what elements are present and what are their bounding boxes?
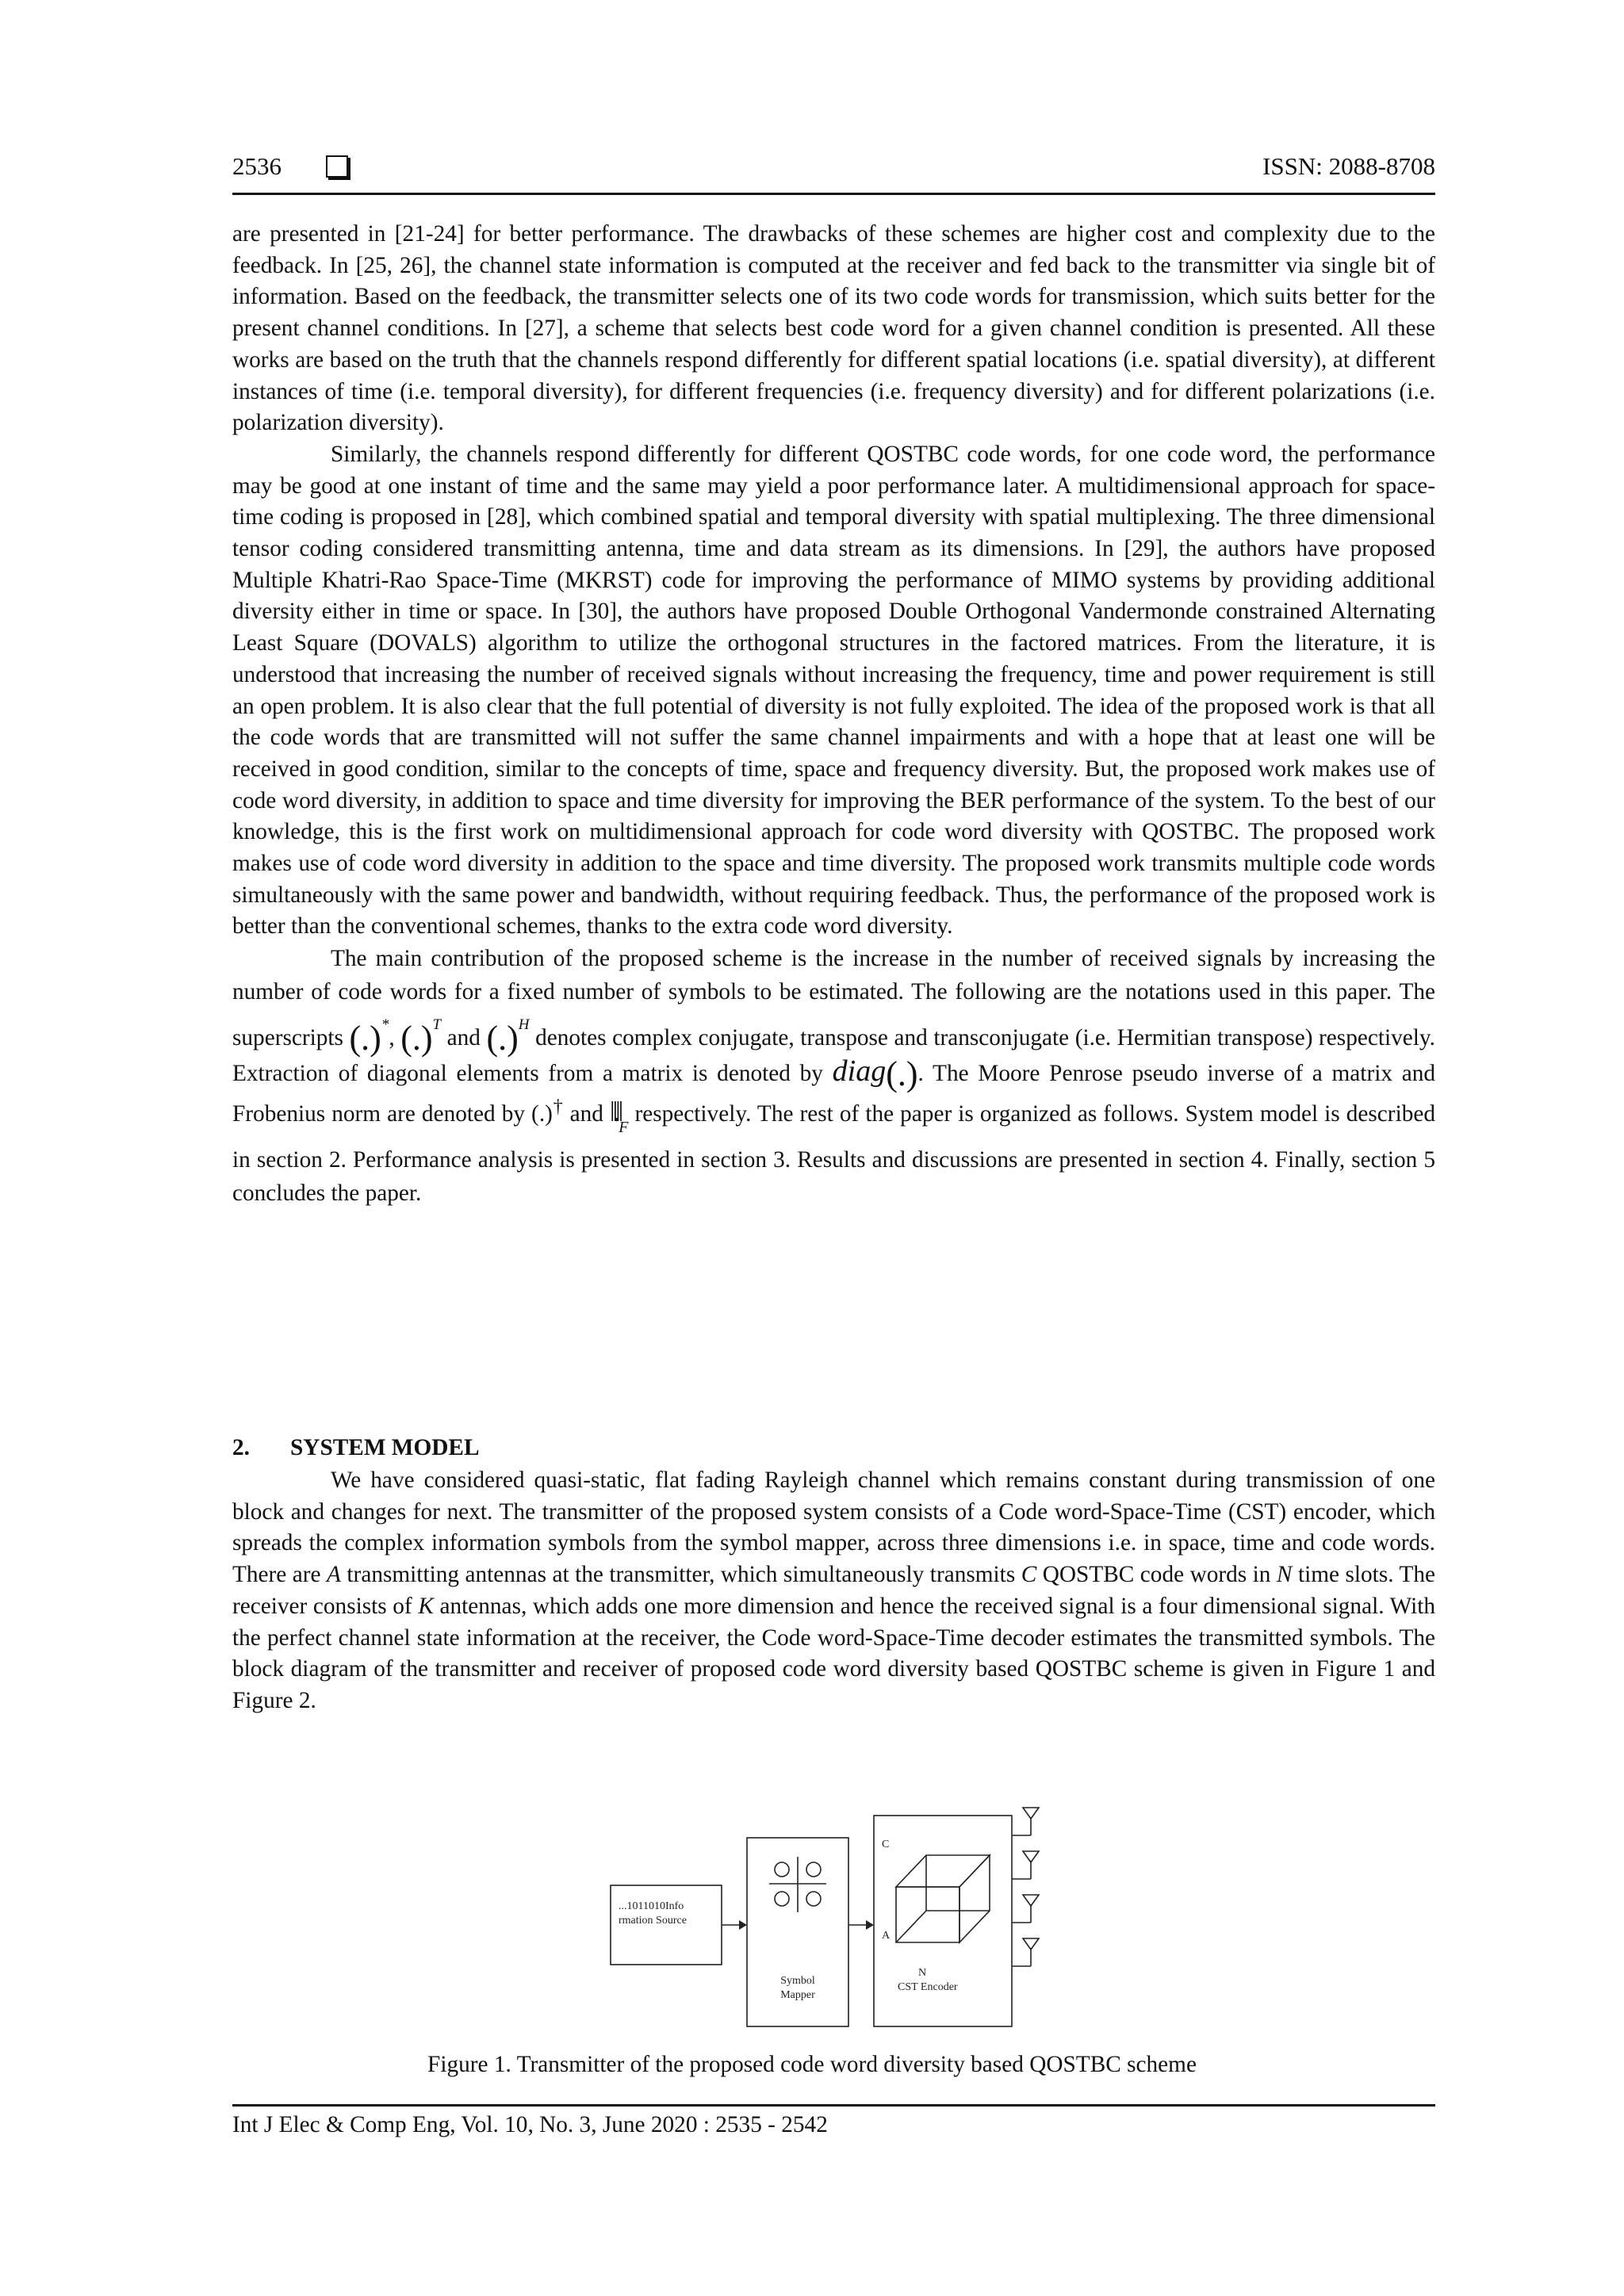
- paragraph-2: Similarly, the channels respond differently for different QOSTBC code words, for one code word, the performance may be good at one instant of time and the same may yield a poor performance later. A multidimensional approach for space-time coding is proposed in [28], which combined spatial and temporal diversity with spatial multiplexing. The three dimensional tensor coding considered transmitting antenna, time and data stream as its dimensions. In [29], the authors have proposed Multiple Khatri-Rao Space-Time (MKRST) code for improving the performance of MIMO systems by providing additional diversity either in time or space. In [30], the authors have proposed Double Orthogonal Vandermonde constrained Alternating Least Square (DOVALS) algorithm to utilize the orthogonal structures in the factored matrices. From the literature, it is understood that increasing the number of received signals without increasing the frequency, time and power requirement is still an open problem. It is also clear that the full potential of diversity is not fully exploited. The idea of the proposed work is that all the code words that are transmitted will not suffer the same channel impairments and with a hope that at least one will be received in good condition, similar to the concepts of time, space and frequency diversity. But, the proposed work makes use of code word diversity, in addition to space and time diversity for improving the BER performance of the system. To the best of our knowledge, this is the first work on multidimensional approach for code word diversity with QOSTBC. The proposed work makes use of code word diversity in addition to the space and time diversity. The proposed work transmits multiple code words simultaneously with the same power and bandwidth, without requiring feedback. Thus, the performance of the proposed work is better than the conventional schemes, thanks to the extra code word diversity.: [232, 441, 1435, 939]
- system-model-text: [232, 1465, 1435, 1717]
- issn: ISSN: 2088-8708: [1262, 152, 1435, 180]
- section-number: 2.: [232, 1435, 250, 1460]
- section-heading: [232, 1435, 479, 1461]
- figure-1-caption: Figure 1. Transmitter of the proposed code word diversity based QOSTBC scheme: [427, 2052, 1197, 2077]
- paragraph-system-model: We have considered quasi-static, flat fading Rayleigh channel which remains constant during transmission of one block and changes for next. The transmitter of the proposed system consists of a Code word-Space-Time (CST) encoder, which spreads the complex information symbols from the symbol mapper, across three dimensions i.e. in space, time and code words. There are A transmitting antennas at the transmitter, which simultaneously transmits C QOSTBC code words in N time slots. The receiver consists of K antennas, which adds one more dimension and hence the received signal is a four dimensional signal. With the perfect channel state information at the receiver, the Code word-Space-Time decoder estimates the transmitted symbols. The block diagram of the transmitter and receiver of proposed code word diversity based QOSTBC scheme is given in Figure 1 and Figure 2.: [232, 1468, 1436, 1713]
- antenna-icon: [1023, 1808, 1039, 1835]
- axis-label-c: C: [882, 1839, 890, 1850]
- contribution-text-4: respectively. The rest of the paper is organized as follows. System model is described in section 2. Performance analysis is presented in section 3. Results and discussions are presented in section 4. Finally, section 5 concludes the paper.: [232, 1100, 1436, 1206]
- and-word-2: and: [569, 1100, 603, 1127]
- symbol-mapper-label-2: Mapper: [780, 1989, 815, 2001]
- constellation-point-icon: [775, 1862, 789, 1877]
- paragraph-1: are presented in [21-24] for better performance. The drawbacks of these schemes are higher cost and complexity due to the feedback. In [25, 26], the channel state information is computed at the receiver and fed back to the transmitter via single bit of information. Based on the feedback, the transmitter selects one of its two code words for transmission, which suits better for the present channel conditions. In [27], a scheme that selects best code word for a given channel condition is presented. All these works are based on the truth that the channels respond differently for different spatial locations (i.e. spatial diversity), at different instances of time (i.e. temporal diversity), for different frequencies (i.e. frequency diversity) and for different polarizations (i.e. polarization diversity).: [232, 221, 1435, 436]
- antenna-icon: [1023, 1895, 1039, 1923]
- transmitter-block-diagram: [603, 1800, 1047, 2030]
- figure-1-diagram: [603, 1800, 1047, 2030]
- page-number: 2536: [232, 152, 282, 180]
- and-word: and: [446, 1025, 481, 1051]
- section-title: SYSTEM MODEL: [290, 1435, 480, 1460]
- contribution-text-2: denotes complex conjugate, transpose and transconjugate (i.e. Hermitian transpose) respectively. Extraction of diagonal elements from a matrix is denoted by: [232, 1025, 1436, 1086]
- constellation-point-icon: [806, 1862, 821, 1877]
- diag-operator: diag: [832, 1054, 887, 1088]
- checkbox-square-icon: [326, 155, 348, 178]
- main-text: [232, 219, 1435, 1210]
- antenna-icon: [1023, 1938, 1039, 1966]
- page-header: [232, 152, 1435, 192]
- superscript-conjugate: *: [381, 1016, 389, 1034]
- footer-rule: [232, 2104, 1435, 2107]
- information-source-label-2: rmation Source: [619, 1915, 687, 1927]
- header-rule: [232, 193, 1435, 195]
- information-source-label-1: ...1011010Info: [619, 1900, 684, 1912]
- axis-label-a: A: [882, 1930, 891, 1942]
- contribution-text-3: . The Moore Penrose pseudo inverse of a matrix and Frobenius norm are denoted by (.): [232, 1060, 1436, 1127]
- superscript-transpose: T: [432, 1016, 442, 1034]
- paragraph-contribution: The main contribution of the proposed scheme is the increase in the number of received signals by increasing the number of code words for a fixed number of symbols to be estimated. The following are the notations used in this paper. The superscripts (.)*, (.)$^T$ and (.)$^H$ denotes complex conjugate, transpose and transconjugate (i.e. Hermitian transpose) respectively. Extraction of diagonal elements from a matrix is denoted by diag(.). The Moore Penrose pseudo inverse of a matrix and Frobenius norm are denoted by (.)† and $‖.‖_F$ respectively. The rest of the paper is organized as follows. System model is described in section 2. Performance analysis is presented in section 3. Results and discussions are presented in section 4. Finally, section 5 concludes the paper.: [232, 946, 1436, 1206]
- cst-encoder-label: CST Encoder: [898, 1981, 958, 1993]
- superscript-hermitian: H: [518, 1016, 530, 1034]
- cst-encoder-box: [874, 1816, 1012, 2026]
- frobenius-subscript: F: [619, 1118, 629, 1136]
- footer-citation: Int J Elec & Comp Eng, Vol. 10, No. 3, June 2020 : 2535 - 2542: [232, 2112, 828, 2137]
- constellation-point-icon: [806, 1892, 821, 1906]
- antenna-icon: [1023, 1851, 1039, 1879]
- frobenius-norm: ‖.‖: [609, 1095, 619, 1127]
- constellation-point-icon: [775, 1892, 789, 1906]
- axis-label-n: N: [918, 1967, 927, 1979]
- contribution-text-1: The main contribution of the proposed scheme is the increase in the number of received signals by increasing the number of code words for a fixed number of symbols to be estimated. The following are the notations used in this paper. The superscripts: [232, 946, 1435, 1051]
- dagger-symbol: †: [552, 1096, 564, 1118]
- tensor-cuboid-icon: [896, 1887, 959, 1942]
- symbol-mapper-label-1: Symbol: [780, 1975, 815, 1987]
